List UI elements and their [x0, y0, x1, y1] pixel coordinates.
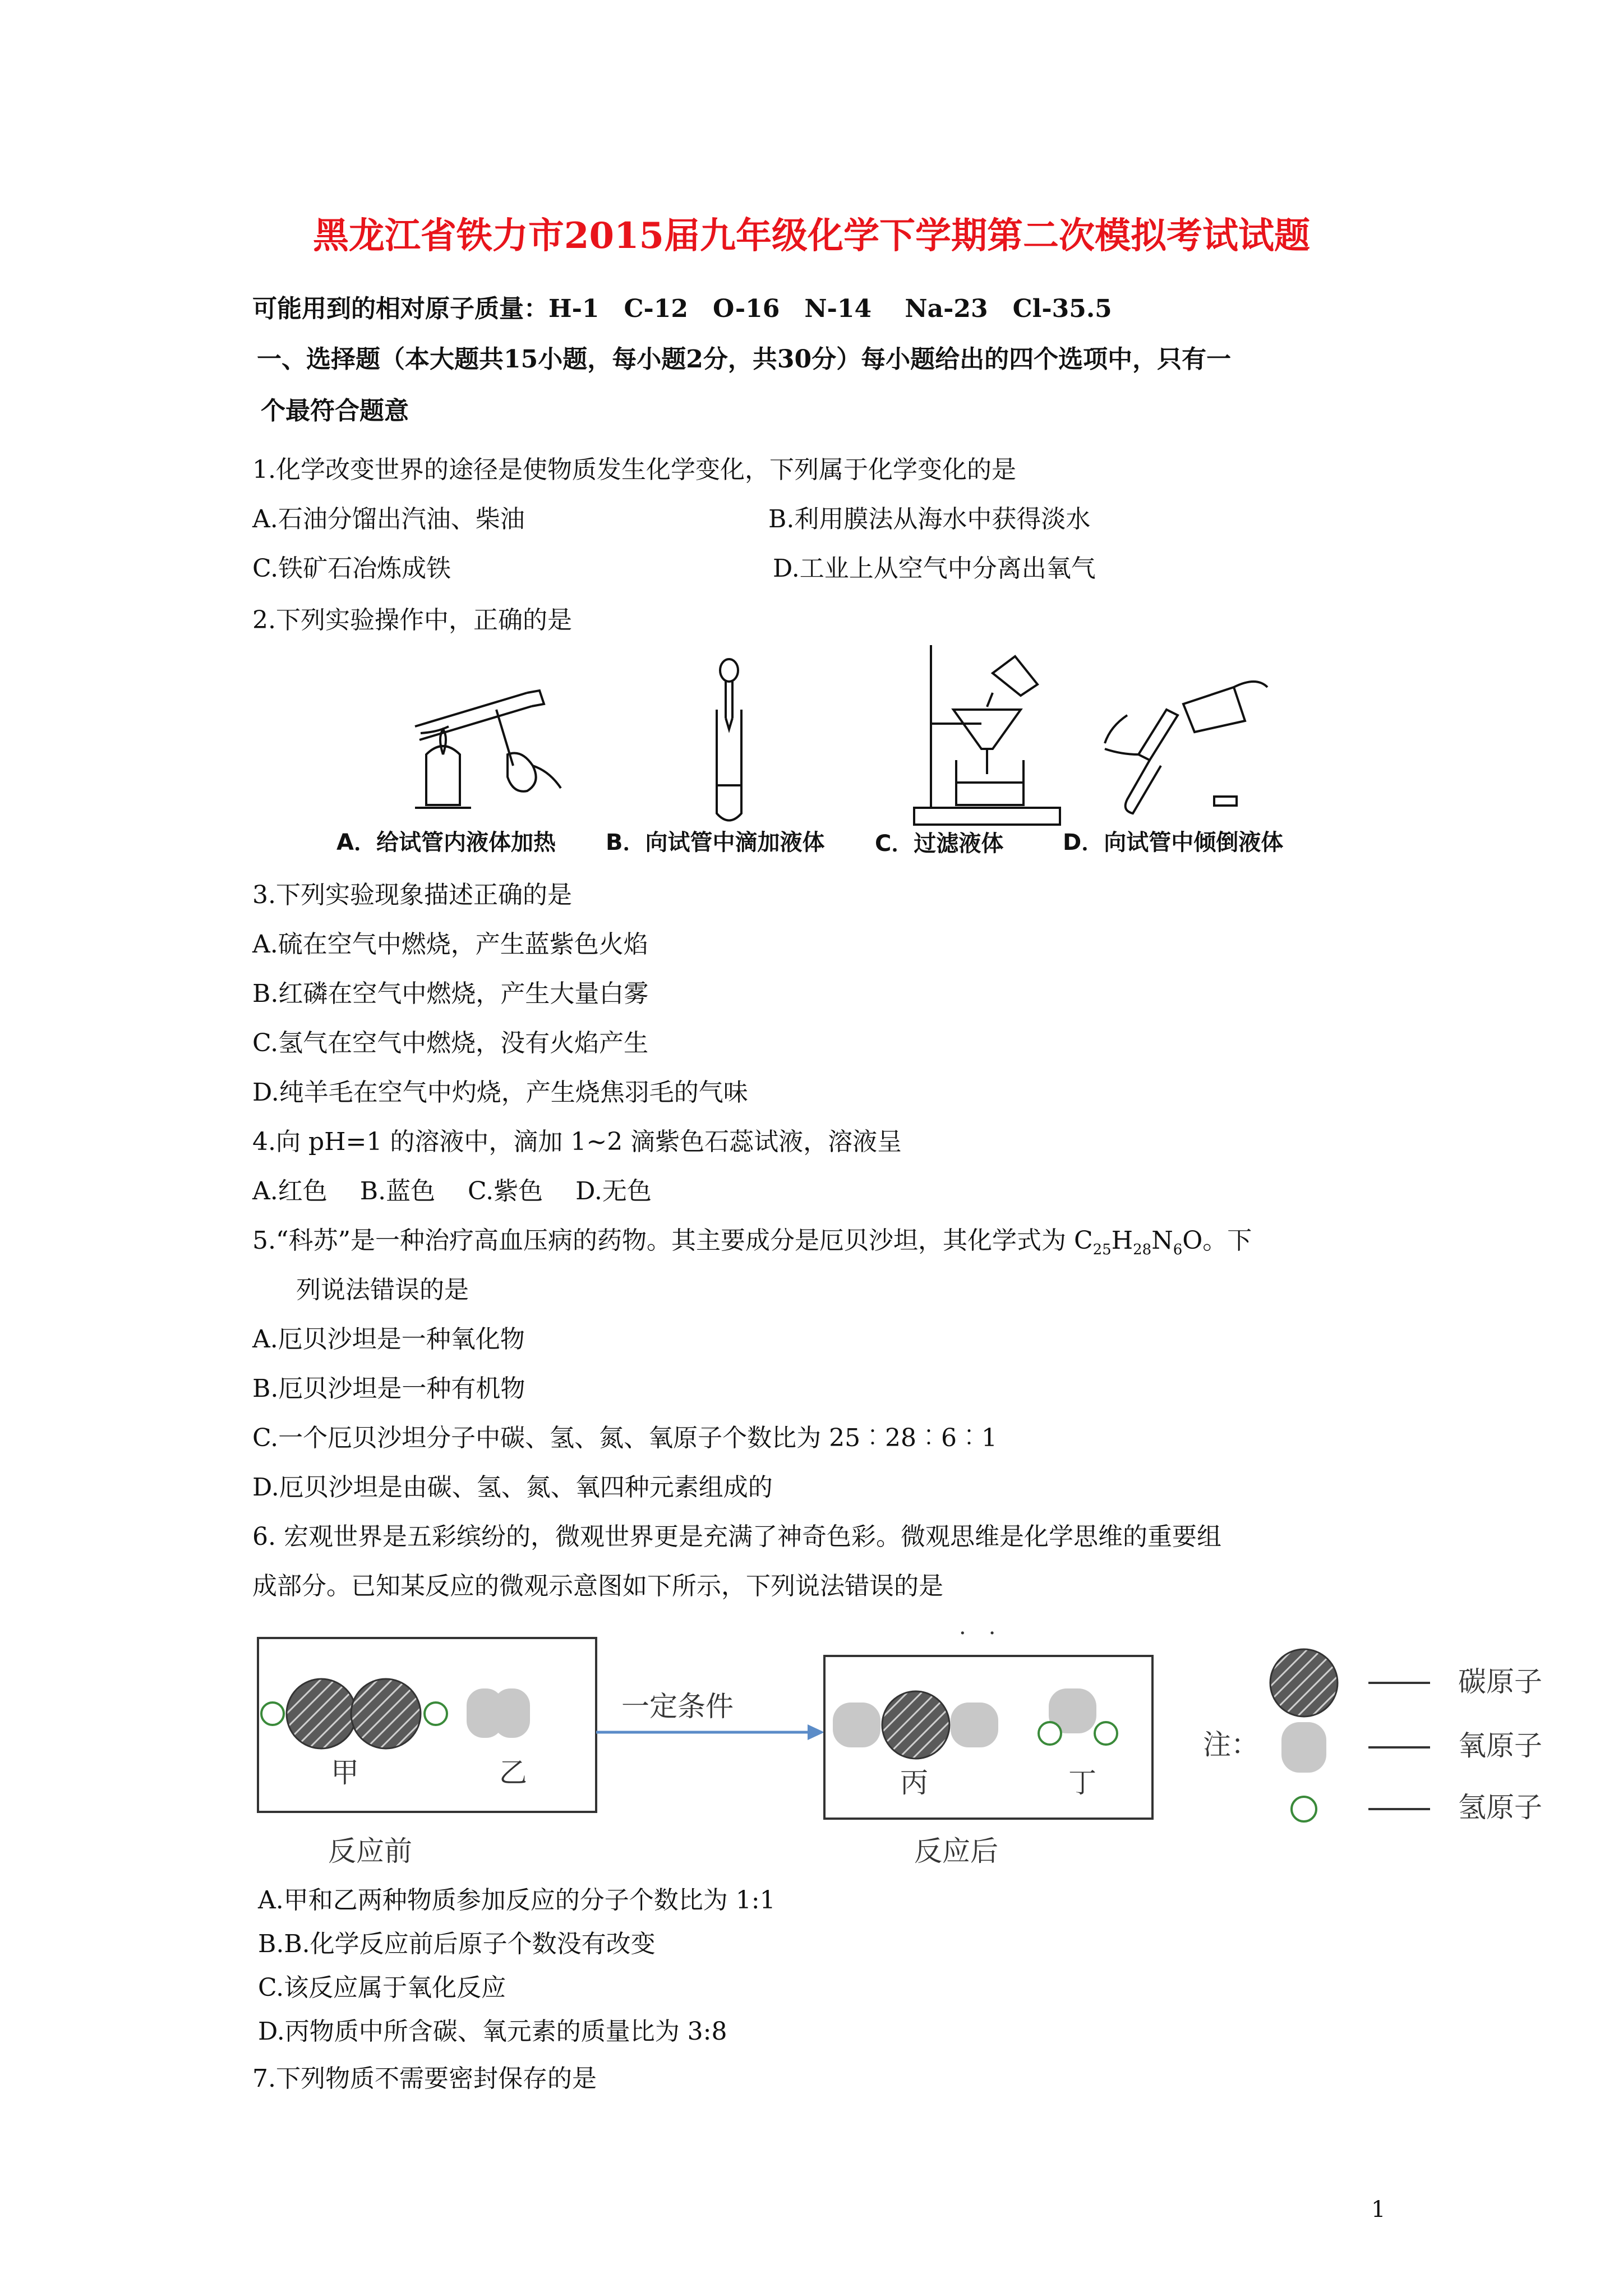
- q6-option-b: B.B.化学反应前后原子个数没有改变: [258, 1930, 656, 1958]
- label-jia: 甲: [331, 1756, 359, 1789]
- page-number: 1: [1371, 2197, 1386, 2223]
- q3-stem: 3.下列实验现象描述正确的是: [252, 881, 572, 909]
- page-title: 黑龙江省铁力市2015届九年级化学下学期第二次模拟考试试题: [312, 215, 1311, 257]
- legend-oxygen-label: 氧原子: [1458, 1729, 1542, 1762]
- oxygen-atom: [951, 1703, 998, 1747]
- decorative-dots: · ·: [959, 1621, 996, 1646]
- legend-note: 注：: [1203, 1728, 1259, 1761]
- carbon-atom: [882, 1691, 949, 1759]
- hydrogen-atom: [1039, 1722, 1061, 1745]
- q2-caption-a: A．给试管内液体加热: [336, 830, 556, 855]
- q5-option-c: C.一个厄贝沙坦分子中碳、氢、氮、氧原子个数比为 25︰28︰6︰1: [252, 1424, 998, 1452]
- atomic-mass-line: 可能用到的相对原子质量：H-1 C-12 O-16 N-14 Na-23 Cl-35.5: [252, 295, 1112, 323]
- q2-stem: 2.下列实验操作中，正确的是: [252, 606, 572, 634]
- oxygen-atom: [833, 1703, 880, 1747]
- q5-stem-line2: 列说法错误的是: [296, 1276, 469, 1304]
- q3-option-d: D.纯羊毛在空气中灼烧，产生烧焦羽毛的气味: [252, 1078, 748, 1107]
- q1-option-a: A.石油分馏出汽油、柴油: [252, 505, 525, 533]
- q1-option-b: B.利用膜法从海水中获得淡水: [768, 505, 1091, 533]
- q7-stem: 7.下列物质不需要密封保存的是: [252, 2064, 597, 2093]
- q6-stem-line1: 6. 宏观世界是五彩缤纷的，微观世界更是充满了神奇色彩。微观思维是化学思维的重要组: [252, 1522, 1221, 1551]
- q1-option-d: D.工业上从空气中分离出氧气: [773, 554, 1096, 583]
- carbon-atom: [351, 1679, 421, 1749]
- label-condition: 一定条件: [621, 1690, 734, 1723]
- legend-hydrogen-swatch: [1292, 1797, 1316, 1821]
- section-heading-line1: 一、选择题（本大题共15小题，每小题2分，共30分）每小题给出的四个选项中，只有一: [257, 345, 1232, 374]
- reaction-arrow-head: [808, 1724, 824, 1740]
- legend-hydrogen-label: 氢原子: [1458, 1791, 1542, 1824]
- legend-oxygen-swatch: [1281, 1722, 1326, 1773]
- label-ding: 丁: [1068, 1766, 1096, 1799]
- hydrogen-atom: [425, 1703, 447, 1725]
- legend-carbon-swatch: [1270, 1649, 1338, 1717]
- carbon-atom: [287, 1679, 356, 1749]
- q6-stem-line2: 成部分。已知某反应的微观示意图如下所示，下列说法错误的是: [252, 1572, 943, 1600]
- q2-caption-b: B．向试管中滴加液体: [606, 830, 825, 855]
- hydrogen-atom: [1095, 1722, 1117, 1745]
- legend-carbon-label: 碳原子: [1458, 1665, 1542, 1698]
- q5-option-d: D.厄贝沙坦是由碳、氢、氮、氧四种元素组成的: [252, 1473, 773, 1502]
- q1-stem: 1.化学改变世界的途径是使物质发生化学变化，下列属于化学变化的是: [252, 455, 1016, 484]
- q4-stem: 4.向 pH=1 的溶液中，滴加 1~2 滴紫色石蕊试液，溶液呈: [252, 1128, 902, 1156]
- q3-option-a: A.硫在空气中燃烧，产生蓝紫色火焰: [252, 930, 648, 959]
- hydrogen-atom: [261, 1703, 284, 1725]
- q3-option-c: C.氢气在空气中燃烧，没有火焰产生: [252, 1029, 649, 1057]
- label-before: 反应前: [328, 1835, 412, 1867]
- q1-option-c: C.铁矿石冶炼成铁: [252, 554, 451, 583]
- label-yi: 乙: [499, 1756, 527, 1789]
- label-bing: 丙: [900, 1766, 928, 1799]
- q5-option-a: A.厄贝沙坦是一种氧化物: [252, 1325, 525, 1354]
- q2-caption-d: D．向试管中倾倒液体: [1063, 830, 1284, 855]
- label-after: 反应后: [914, 1835, 998, 1867]
- q5-option-b: B.厄贝沙坦是一种有机物: [252, 1374, 525, 1403]
- q2-caption-c: C．过滤液体: [875, 831, 1004, 857]
- q3-option-b: B.红磷在空气中燃烧，产生大量白雾: [252, 979, 649, 1008]
- oxygen-atom: [494, 1688, 530, 1738]
- q6-option-c: C.该反应属于氧化反应: [258, 1973, 506, 2002]
- q6-option-d: D.丙物质中所含碳、氧元素的质量比为 3:8: [258, 2017, 727, 2046]
- q4-options: A.红色 B.蓝色 C.紫色 D.无色: [252, 1177, 652, 1205]
- q5-stem: 5.“科苏”是一种治疗高血压病的药物。其主要成分是厄贝沙坦，其化学式为 $C_{25}H_{28}N_6O$。下: [252, 1226, 1252, 1258]
- q6-option-a: A.甲和乙两种物质参加反应的分子个数比为 1:1: [258, 1886, 776, 1915]
- section-heading-line2: 个最符合题意: [261, 397, 409, 425]
